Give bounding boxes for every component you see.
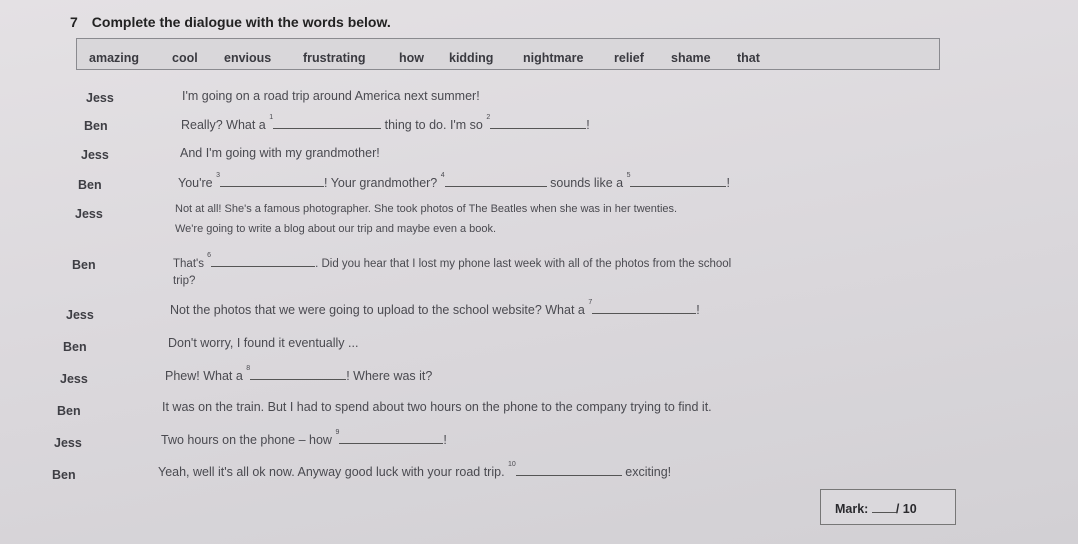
dialogue-line: trip? (173, 275, 196, 287)
dialogue-line: That's $^6$. Did you hear that I lost my phone last week with all of the photos from the school (173, 252, 732, 270)
gap-number: 3 (216, 172, 220, 179)
exercise-title (70, 14, 391, 30)
dialogue-line: We're going to write a blog about our trip and maybe even a book. (175, 223, 497, 235)
speaker-name: Ben (52, 468, 76, 482)
dialogue-line: And I'm going with my grandmother! (180, 146, 380, 160)
speaker-name: Jess (60, 372, 88, 386)
gap-number: 4 (440, 172, 445, 179)
speaker-name: Ben (63, 340, 87, 354)
dialogue-line: Phew! What a $^8$! Where was it? (165, 365, 433, 383)
speaker-name: Jess (86, 91, 114, 105)
mark-line (835, 501, 917, 516)
answer-blank[interactable] (339, 432, 443, 444)
answer-blank[interactable] (250, 368, 346, 380)
gap-number: 8 (246, 365, 251, 372)
word-bank-item: frustrating (303, 51, 366, 65)
dialogue-line: Don't worry, I found it eventually ... (168, 336, 359, 350)
word-bank-item: kidding (449, 51, 494, 65)
word-bank-item: amazing (89, 51, 140, 65)
gap-number: 9 (335, 429, 340, 436)
gap-number: 6 (207, 252, 212, 259)
dialogue-line: Yeah, well it's all ok now. Anyway good luck with your road trip. $^{10}$ exciting! (158, 461, 672, 479)
word-bank-item: envious (224, 51, 272, 65)
speaker-name: Jess (66, 308, 94, 322)
gap-number: 1 (269, 114, 274, 121)
exercise-number: 7 (70, 14, 78, 30)
dialogue-line: Two hours on the phone – how $^9$! (161, 429, 447, 447)
word-bank (76, 38, 940, 70)
answer-blank[interactable] (516, 464, 622, 476)
dialogue-line: I'm going on a road trip around America next summer! (182, 89, 480, 103)
word-bank-item: how (399, 51, 424, 65)
word-bank-item: that (737, 51, 760, 65)
dialogue-line: Not the photos that we were going to upload to the school website? What a $^7$! (170, 299, 700, 317)
answer-blank[interactable] (592, 302, 696, 314)
speaker-name: Ben (84, 119, 108, 133)
answer-blank[interactable] (220, 175, 324, 187)
speaker-name: Ben (72, 258, 96, 272)
mark-total: / 10 (895, 502, 917, 516)
speaker-name: Ben (78, 178, 102, 192)
word-bank-item: relief (614, 51, 644, 65)
gap-number: 7 (588, 299, 593, 306)
speaker-name: Jess (54, 436, 82, 450)
gap-number: 10 (508, 461, 516, 468)
answer-blank[interactable] (211, 255, 315, 267)
mark-blank[interactable] (872, 501, 896, 513)
gap-number: 5 (626, 172, 631, 179)
speaker-name: Ben (57, 404, 81, 418)
word-bank-item: shame (671, 51, 711, 65)
speaker-name: Jess (81, 148, 109, 162)
answer-blank[interactable] (630, 175, 726, 187)
gap-number: 2 (486, 114, 491, 121)
mark-label: Mark: (835, 502, 869, 516)
dialogue-line: It was on the train. But I had to spend about two hours on the phone to the company trying to find it. (162, 400, 712, 414)
answer-blank[interactable] (273, 117, 381, 129)
speaker-name: Jess (75, 207, 103, 221)
mark-box (820, 489, 956, 525)
answer-blank[interactable] (490, 117, 586, 129)
dialogue-line: Not at all! She's a famous photographer. She took photos of The Beatles when she was in her twenties. (175, 203, 678, 215)
exercise-instruction: Complete the dialogue with the words below. (91, 14, 391, 30)
answer-blank[interactable] (445, 175, 547, 187)
word-bank-item: cool (172, 51, 198, 65)
dialogue-line: You're $^3$! Your grandmother? $^4$ sounds like a $^5$! (178, 172, 730, 190)
dialogue-line: Really? What a $^1$ thing to do. I'm so $^2$! (181, 114, 590, 132)
word-bank-item: nightmare (523, 51, 584, 65)
